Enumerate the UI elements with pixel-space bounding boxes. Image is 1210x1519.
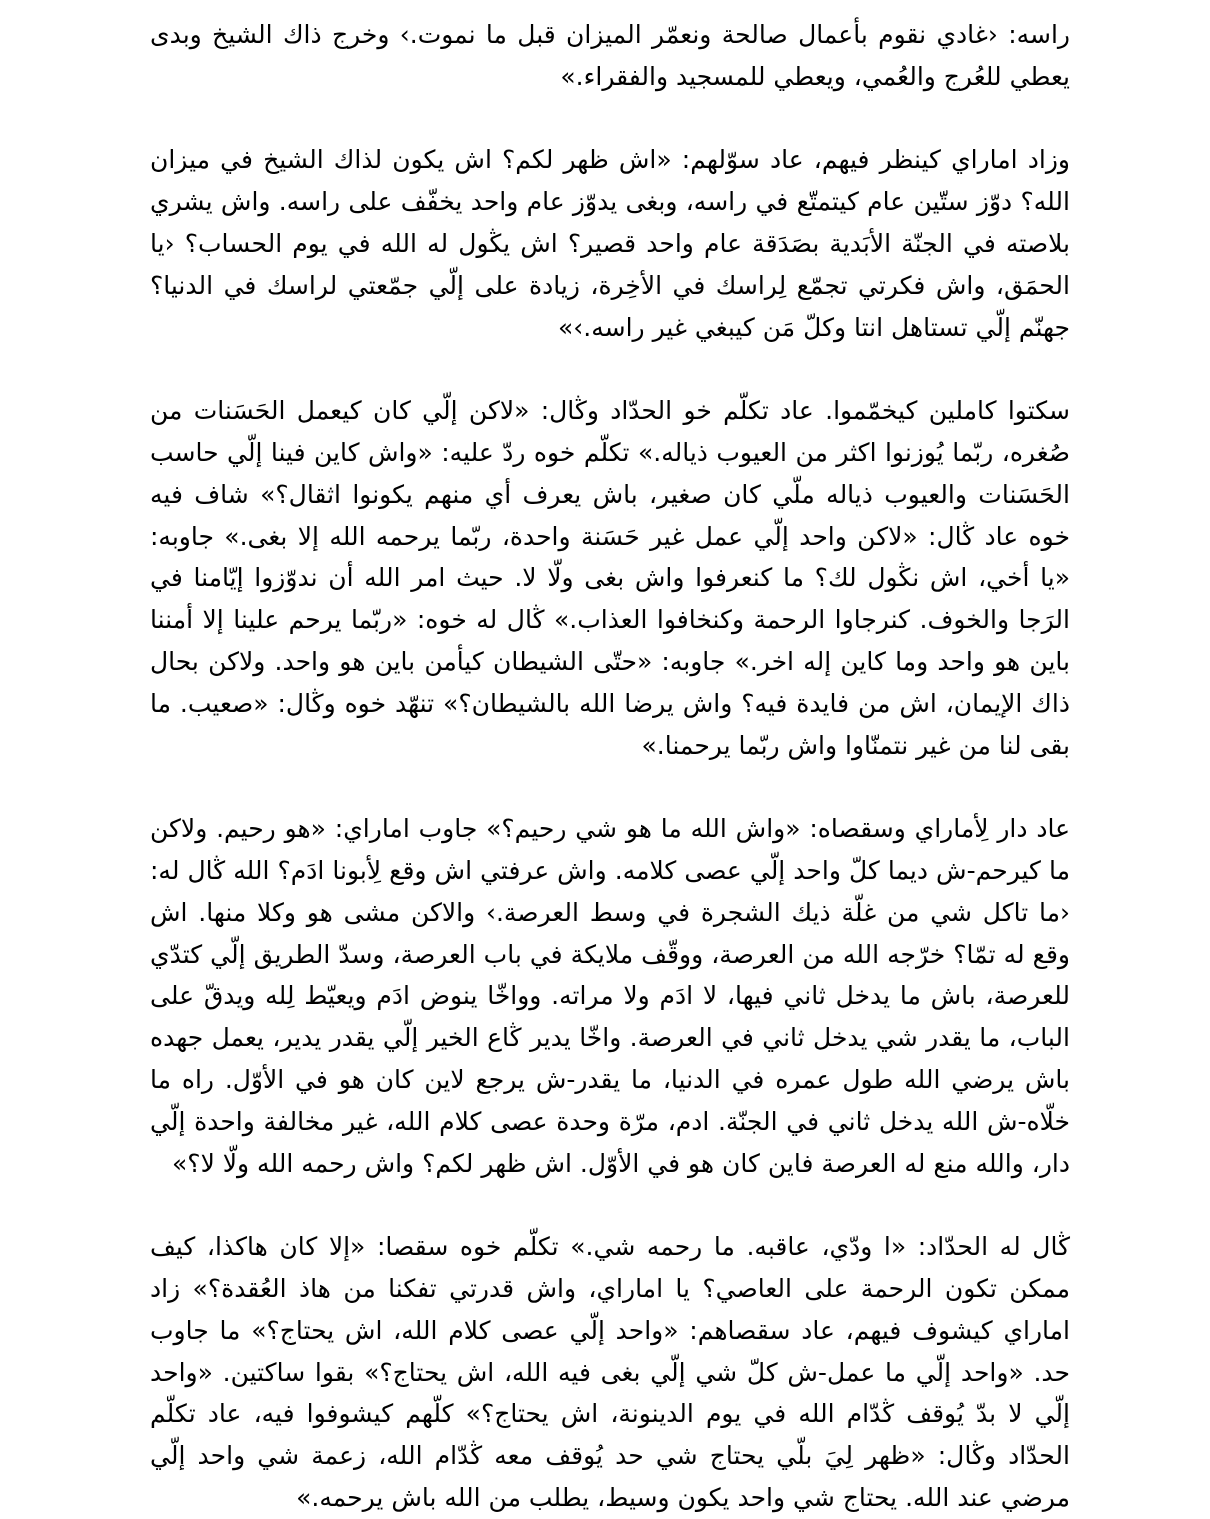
paragraph: ڭال له الحدّاد: «ا ودّي، عاقبه. ما رحمه شي.» تكلّم خوه سقصا: «إلا كان هاكذا، كيف ممكن تكون الرحمة على العاصي؟ يا اماراي، واش قدرتي تفكنا من هاذ العُقدة؟» زاد اماراي كيشوف فيهم، عاد سقصاهم: «واحد إلّي عصى كلام الله، اش يحتاج؟» ما جاوب حد. «واحد إلّي ما عمل-ش كلّ شي إلّي بغى فيه الله، اش يحتاج؟» بقوا ساكتين. «واحد إلّي لا بدّ يُوقف ڭدّام الله في يوم الدينونة، اش يحتاج؟» كلّهم كيشوفوا فيه، عاد تكلّم الحدّاد وڭال: «ظهر لِيَ بلّي يحتاج شي حد يُوقف معه ڭدّام الله، زعمة شي واحد إلّي مرضي عند الله. يحتاج شي واحد يكون وسيط، يطلب من الله باش يرحمه.» — [150, 1232, 1070, 1512]
paragraph: راسه: ‹غادي نقوم بأعمال صالحة ونعمّر الميزان قبل ما نموت.› وخرج ذاك الشيخ وبدى يعطي للعُرج والعُمي، ويعطي للمسجيد والفقراء.» — [150, 20, 1070, 91]
document-body — [150, 14, 1070, 1519]
paragraph: عاد دار لِأماراي وسقصاه: «واش الله ما هو شي رحيم؟» جاوب اماراي: «هو رحيم. ولاكن ما كيرحم-ش ديما كلّ واحد إلّي عصى كلامه. واش عرفتي اش وقع لِأبونا ادَم؟ الله ڭال له: ‹ما تاكل شي من غلّة ذيك الشجرة في وسط العرصة.› والاكن مشى هو وكلا منها. اش وقع له تمّا؟ خرّجه الله من العرصة، ووقّف ملايكة في باب العرصة، وسدّ الطريق إلّي كتدّي للعرصة، باش ما يدخل ثاني فيها، لا ادَم ولا مراته. وواخّا ينوض ادَم ويعيّط لِله ويدقّ على الباب، ما يقدر شي يدخل ثاني في العرصة. واخّا يدير ڭاع الخير إلّي يقدر يدير، يعمل جهده باش يرضي الله طول عمره في الدنيا، ما يقدر-ش يرجع لاين كان هو في الأوّل. راه ما خلّاه-ش الله يدخل ثاني في الجنّة. ادم، مرّة وحدة عصى كلام الله، غير مخالفة واحدة إلّي دار، والله منع له العرصة فاين كان هو في الأوّل. اش ظهر لكم؟ واش رحمه الله ولّا لا؟» — [150, 814, 1070, 1178]
paragraph: وزاد اماراي كينظر فيهم، عاد سوّلهم: «اش ظهر لكم؟ اش يكون لذاك الشيخ في ميزان الله؟ دوّز ستّين عام كيتمتّع في راسه، وبغى يدوّز عام واحد يخفّف على راسه. واش يشري بلاصته في الجنّة الأبَدية بصَدَقة عام واحد قصير؟ اش يڭول له الله في يوم الحساب؟ ‹يا الحمَق، واش فكرتي تجمّع لِراسك في الأخِرة، زيادة على إلّي جمّعتي لراسك في الدنيا؟ جهنّم إلّي تستاهل انتا وكلّ مَن كيبغي غير راسه.›» — [150, 145, 1070, 342]
paragraph: سكتوا كاملين كيخمّموا. عاد تكلّم خو الحدّاد وڭال: «لاكن إلّي كان كيعمل الحَسَنات من صُغره، ربّما يُوزنوا اكثر من العيوب ذياله.» تكلّم خوه ردّ عليه: «واش كاين فينا إلّي حاسب الحَسَنات والعيوب ذياله ملّي كان صغير، باش يعرف أي منهم يكونوا اثقال؟» شاف فيه خوه عاد ڭال: «لاكن واحد إلّي عمل غير حَسَنة واحدة، ربّما يرحمه الله إلا بغى.» جاوبه: «يا أخي، اش نڭول لك؟ ما كنعرفوا واش بغى ولّا لا. حيث امر الله أن ندوّزوا إيّامنا في الرَجا والخوف. كنرجاوا الرحمة وكنخافوا العذاب.» ڭال له خوه: «ربّما يرحم علينا إلا أمننا باين هو واحد وما كاين إله اخر.» جاوبه: «حتّى الشيطان كيأمن باين هو واحد. ولاكن بحال ذاك الإيمان، اش من فايدة فيه؟ واش يرضا الله بالشيطان؟» تنهّد خوه وڭال: «صعيب. ما بقى لنا من غير نتمنّاوا واش ربّما يرحمنا.» — [150, 396, 1070, 760]
